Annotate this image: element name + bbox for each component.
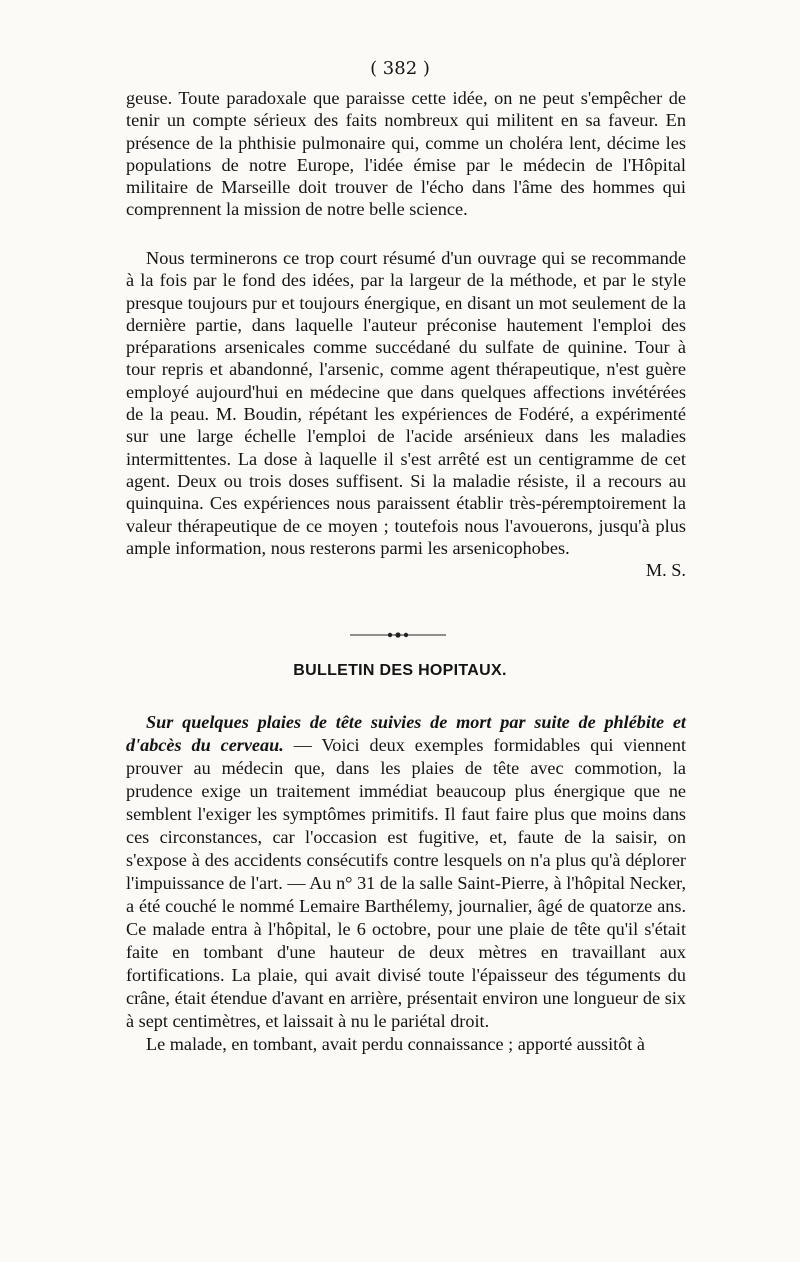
paragraph-1-block bbox=[126, 87, 686, 221]
page-number: ( 382 ) bbox=[370, 58, 430, 79]
signature: M. S. bbox=[645, 560, 686, 581]
paragraph-2-block bbox=[126, 247, 686, 581]
article-continuation: Le malade, en tombant, avait perdu connaissance ; apporté aussitôt à bbox=[146, 1034, 645, 1054]
paragraph-2: Nous terminerons ce trop court résumé d'un ouvrage qui se recommande à la fois par le fond des idées, par la largeur de la méthode, et par le style presque toujours pur et toujours énergique, en disant un mot seulement de la dernière partie, dans laquelle l'auteur préconise hautement l'emploi des préparations arsenicales comme succédané du sulfate de quinine. Tour à tour repris et abandonné, l'arsenic, comme agent thérapeutique, n'est guère employé aujourd'hui en médecine que dans quelques affections invétérées de la peau. M. Boudin, répétant les expériences de Fodéré, a expérimenté sur une large échelle l'emploi de l'acide arsénieux dans les maladies intermittentes. La dose à laquelle il s'est arrêté est un centigramme de cet agent. Deux ou trois doses suffisent. Si la maladie résiste, il a recours au quinquina. Ces expériences nous paraissent établir très-péremptoirement la valeur thérapeutique de ce moyen ; toutefois nous l'avouerons, jusqu'à plus ample information, nous resterons parmi les arsenicophobes. bbox=[126, 248, 686, 558]
section-heading: BULLETIN DES HOPITAUX. bbox=[293, 662, 507, 679]
paragraph-1: geuse. Toute paradoxale que paraisse cette idée, on ne peut s'empêcher de tenir un compte sérieux des faits nombreux qui militent en sa faveur. En présence de la phthisie pulmonaire qui, comme un choléra lent, décime les populations de notre Europe, l'idée émise par le médecin de l'Hôpital militaire de Marseille doit trouver de l'écho dans l'âme des hommes qui comprennent la mission de notre belle science. bbox=[126, 88, 686, 220]
ornamental-divider bbox=[350, 631, 446, 639]
article-block bbox=[126, 711, 686, 1056]
article-paragraph bbox=[126, 711, 686, 1033]
article-title: Sur quelques plaies de tête suivies de mort par suite de phlébite et d'abcès du cerveau. bbox=[126, 712, 686, 755]
article-body: — Voici deux exemples formidables qui viennent prouver au médecin que, dans les plaies de tête avec commotion, la prudence exige un traitement immédiat beaucoup plus énergique que ne semblent l'exiger les symptômes primitifs. Il faut faire plus que moins dans ces circonstances, car l'occasion est fugitive, et, faute de la saisir, on s'expose à des accidents consécutifs contre lesquels on n'a plus qu'à déplorer l'impuissance de l'art. — Au n° 31 de la salle Saint-Pierre, à l'hôpital Necker, a été couché le nommé Lemaire Barthélemy, journalier, âgé de quatorze ans. Ce malade entra à l'hôpital, le 6 octobre, pour une plaie de tête qu'il s'était faite en tombant d'une hauteur de deux mètres en travaillant aux fortifications. La plaie, qui avait divisé toute l'épaisseur des téguments du crâne, était étendue d'avant en arrière, présentait environ une longueur de six à sept centimètres, et laissait à nu le pariétal droit. bbox=[126, 735, 686, 1031]
